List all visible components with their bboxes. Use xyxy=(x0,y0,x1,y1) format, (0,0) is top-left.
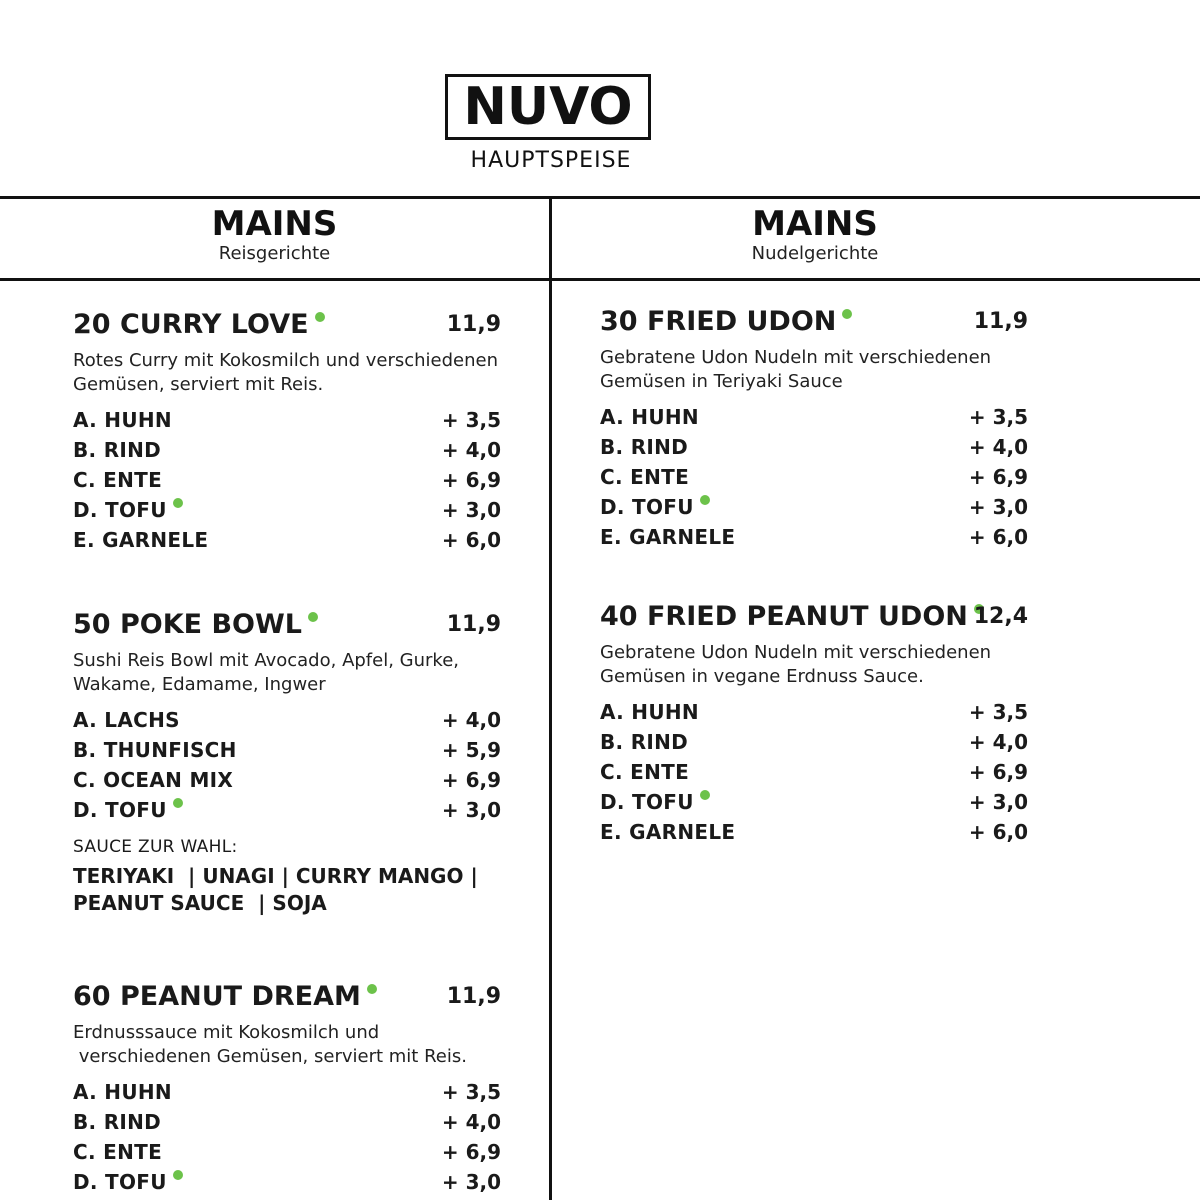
option-row xyxy=(73,435,501,465)
option-name: D. TOFU xyxy=(600,495,694,519)
option-price: + 6,9 xyxy=(441,1140,501,1164)
option-name: D. TOFU xyxy=(73,1170,167,1194)
option-list xyxy=(73,705,501,825)
dish-name: 30 FRIED UDON xyxy=(600,306,837,337)
option-name: B. RIND xyxy=(600,435,689,459)
option-name: A. HUHN xyxy=(73,1080,172,1104)
option-row xyxy=(600,757,1028,787)
option-row xyxy=(600,432,1028,462)
menu-section-title: HAUPTSPEISE xyxy=(470,148,632,173)
option-price: + 3,5 xyxy=(968,700,1028,724)
option-price: + 3,0 xyxy=(441,798,501,822)
dish-fried-udon xyxy=(600,306,1028,552)
option-price: + 4,0 xyxy=(441,708,501,732)
dish-header xyxy=(73,609,501,641)
option-row xyxy=(73,1167,501,1197)
dish-description: Erdnusssauce mit Kokosmilch und verschiedenen Gemüsen, serviert mit Reis. xyxy=(73,1022,467,1067)
vegan-dot-icon xyxy=(173,1170,183,1180)
logo xyxy=(445,74,651,140)
option-row xyxy=(600,522,1028,552)
option-price: + 3,0 xyxy=(968,495,1028,519)
option-price: + 3,5 xyxy=(441,408,501,432)
option-price: + 4,0 xyxy=(968,435,1028,459)
column-subtitle: Reisgerichte xyxy=(218,243,331,264)
column-divider xyxy=(549,196,552,1200)
option-price: + 4,0 xyxy=(441,1110,501,1134)
option-name: D. TOFU xyxy=(73,798,167,822)
divider-top xyxy=(0,196,1200,199)
option-name: B. RIND xyxy=(600,730,689,754)
dish-description: Gebratene Udon Nudeln mit verschiedenen Gemüsen in vegane Erdnuss Sauce. xyxy=(600,642,992,687)
option-name: C. ENTE xyxy=(600,465,690,489)
dish-name: 50 POKE BOWL xyxy=(73,609,302,640)
column-subtitle: Nudelgerichte xyxy=(751,243,879,264)
option-name: A. HUHN xyxy=(600,405,699,429)
option-price: + 3,5 xyxy=(968,405,1028,429)
option-price: + 4,0 xyxy=(441,438,501,462)
option-price: + 6,0 xyxy=(441,528,501,552)
option-row xyxy=(600,787,1028,817)
dish-peanut-dream xyxy=(73,981,501,1197)
option-name: A. HUHN xyxy=(73,408,172,432)
option-row xyxy=(600,402,1028,432)
dish-header xyxy=(600,601,1028,633)
option-price: + 6,0 xyxy=(968,820,1028,844)
vegan-dot-icon xyxy=(700,790,710,800)
dish-name: 40 FRIED PEANUT UDON xyxy=(600,601,968,632)
vegan-dot-icon xyxy=(308,612,318,622)
dish-curry-love xyxy=(73,309,501,555)
logo-text: NUVO xyxy=(463,77,633,137)
option-row xyxy=(73,405,501,435)
option-name: D. TOFU xyxy=(600,790,694,814)
option-row xyxy=(73,495,501,525)
option-row xyxy=(73,1137,501,1167)
option-price: + 3,0 xyxy=(968,790,1028,814)
option-name: C. OCEAN MIX xyxy=(73,768,234,792)
option-row xyxy=(600,817,1028,847)
option-name: B. THUNFISCH xyxy=(73,738,237,762)
column-header-noodles xyxy=(552,204,1078,265)
option-name: C. ENTE xyxy=(600,760,690,784)
option-name: C. ENTE xyxy=(73,468,163,492)
option-row xyxy=(600,462,1028,492)
dish-price: 11,9 xyxy=(446,612,501,637)
option-name: E. GARNELE xyxy=(600,820,736,844)
option-name: B. RIND xyxy=(73,438,162,462)
dish-description: Sushi Reis Bowl mit Avocado, Apfel, Gurke, Wakame, Edamame, Ingwer xyxy=(73,650,459,695)
vegan-dot-icon xyxy=(842,309,852,319)
option-name: B. RIND xyxy=(73,1110,162,1134)
option-row xyxy=(73,705,501,735)
sauce-list: TERIYAKI | UNAGI | CURRY MANGO | PEANUT SAUCE | SOJA xyxy=(73,864,478,915)
dish-description: Rotes Curry mit Kokosmilch und verschiedenen Gemüsen, serviert mit Reis. xyxy=(73,350,498,395)
dish-description: Gebratene Udon Nudeln mit verschiedenen Gemüsen in Teriyaki Sauce xyxy=(600,347,992,392)
dish-name-wrap xyxy=(600,601,1028,633)
option-row xyxy=(600,727,1028,757)
dish-header xyxy=(73,309,501,341)
dish-price: 11,9 xyxy=(446,312,501,337)
option-price: + 5,9 xyxy=(441,738,501,762)
option-row xyxy=(73,1077,501,1107)
option-row xyxy=(600,697,1028,727)
sauce-label: SAUCE ZUR WAHL: xyxy=(73,837,238,857)
option-price: + 4,0 xyxy=(968,730,1028,754)
vegan-dot-icon xyxy=(173,498,183,508)
option-name: E. GARNELE xyxy=(73,528,209,552)
option-name: C. ENTE xyxy=(73,1140,163,1164)
column-title: MAINS xyxy=(211,204,338,244)
option-row xyxy=(73,465,501,495)
divider-bottom xyxy=(0,278,1200,281)
dish-price: 12,4 xyxy=(973,604,1028,629)
dish-name-wrap xyxy=(73,309,501,341)
vegan-dot-icon xyxy=(700,495,710,505)
dish-name: 20 CURRY LOVE xyxy=(73,309,309,340)
dish-price: 11,9 xyxy=(973,309,1028,334)
option-row xyxy=(600,492,1028,522)
dish-name-wrap xyxy=(600,306,1028,338)
column-header-rice xyxy=(0,204,549,265)
option-row xyxy=(73,1107,501,1137)
option-row xyxy=(73,765,501,795)
option-list xyxy=(73,405,501,555)
option-name: A. HUHN xyxy=(600,700,699,724)
dish-fried-peanut-udon xyxy=(600,601,1028,847)
dish-poke-bowl xyxy=(73,609,501,917)
dish-price: 11,9 xyxy=(446,984,501,1009)
vegan-dot-icon xyxy=(315,312,325,322)
option-price: + 3,5 xyxy=(441,1080,501,1104)
option-row xyxy=(73,525,501,555)
option-price: + 6,9 xyxy=(968,760,1028,784)
column-title: MAINS xyxy=(752,204,878,244)
option-list xyxy=(600,697,1028,847)
option-price: + 3,0 xyxy=(441,1170,501,1194)
option-list xyxy=(600,402,1028,552)
vegan-dot-icon xyxy=(173,798,183,808)
option-price: + 6,0 xyxy=(968,525,1028,549)
dish-name: 60 PEANUT DREAM xyxy=(73,981,361,1012)
option-name: D. TOFU xyxy=(73,498,167,522)
option-price: + 6,9 xyxy=(441,768,501,792)
dish-header xyxy=(600,306,1028,338)
vegan-dot-icon xyxy=(367,984,377,994)
option-price: + 6,9 xyxy=(441,468,501,492)
option-price: + 3,0 xyxy=(441,498,501,522)
option-name: A. LACHS xyxy=(73,708,180,732)
option-row xyxy=(73,735,501,765)
option-price: + 6,9 xyxy=(968,465,1028,489)
option-list xyxy=(73,1077,501,1197)
dish-header xyxy=(73,981,501,1013)
option-name: E. GARNELE xyxy=(600,525,736,549)
option-row xyxy=(73,795,501,825)
dish-name-wrap xyxy=(73,981,501,1013)
dish-name-wrap xyxy=(73,609,501,641)
